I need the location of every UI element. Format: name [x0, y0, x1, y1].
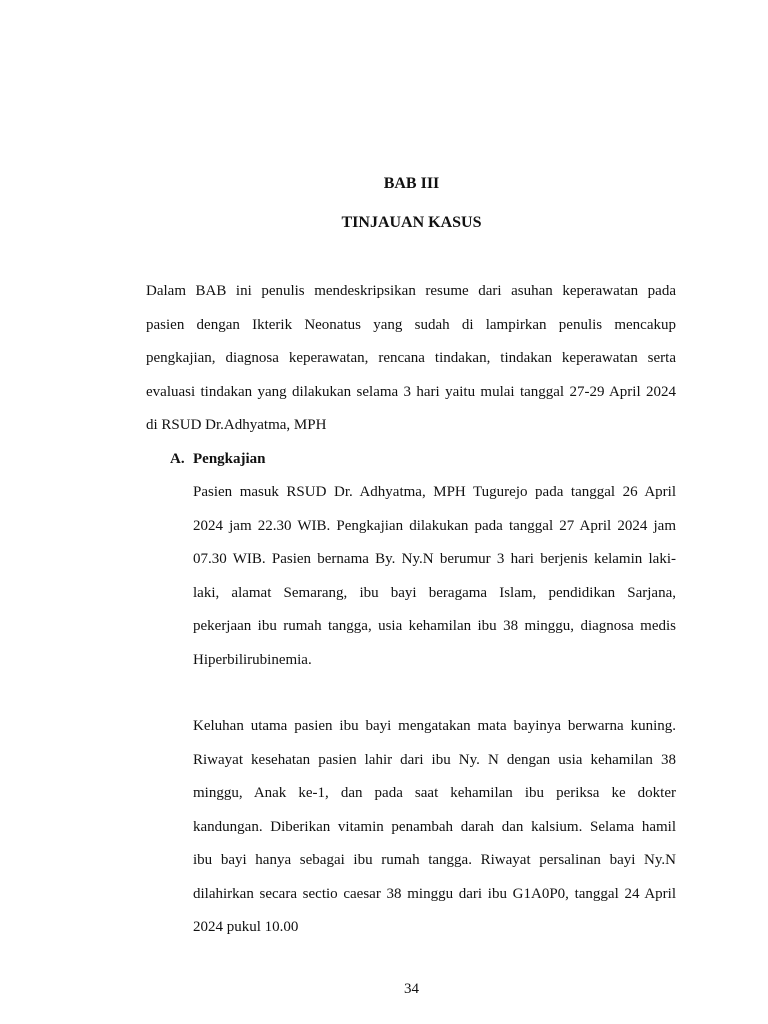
text-line: 2024 pukul 10.00 — [193, 919, 299, 935]
section-number: A. — [170, 451, 185, 467]
text-line: Hiperbilirubinemia. — [193, 651, 312, 668]
section-title: Pengkajian — [193, 451, 266, 467]
text-line: 07.30 WIB. Pasien bernama By. Ny.N berumur 3 hari berjenis kelamin laki- — [193, 551, 676, 567]
assessment-paragraph — [193, 476, 676, 677]
text-line: Pasien masuk RSUD Dr. Adhyatma, MPH Tugurejo pada tanggal 26 April — [193, 484, 676, 500]
text-line: Riwayat kesehatan pasien lahir dari ibu Ny. N dengan usia kehamilan 38 — [193, 751, 676, 768]
text-line: ibu bayi hanya sebagai ibu rumah tangga. Riwayat persalinan bayi Ny.N — [193, 852, 676, 868]
text-line: 2024 jam 22.30 WIB. Pengkajian dilakukan pada tanggal 27 April 2024 jam — [193, 517, 676, 534]
text-line: pasien dengan Ikterik Neonatus yang sudah di lampirkan penulis mencakup — [146, 316, 676, 333]
text-line: dilahirkan secara sectio caesar 38 minggu dari ibu G1A0P0, tanggal 24 April — [193, 885, 676, 902]
chapter-title: TINJAUAN KASUS — [341, 214, 482, 231]
text-line: pekerjaan ibu rumah tangga, usia kehamilan ibu 38 minggu, diagnosa medis — [193, 618, 676, 634]
text-line: Dalam BAB ini penulis mendeskripsikan resume dari asuhan keperawatan pada — [146, 283, 676, 299]
section-heading — [170, 448, 266, 470]
chapter-number: BAB III — [383, 175, 440, 192]
text-line: evaluasi tindakan yang dilakukan selama 3 hari yaitu mulai tanggal 27-29 April 2024 — [146, 383, 676, 400]
text-line: pengkajian, diagnosa keperawatan, rencana tindakan, tindakan keperawatan serta — [146, 350, 676, 366]
text-line: di RSUD Dr.Adhyatma, MPH — [146, 417, 327, 433]
page-number: 34 — [404, 981, 419, 997]
complaint-paragraph — [193, 710, 676, 945]
text-line: minggu, Anak ke-1, dan pada saat kehamilan ibu periksa ke dokter — [193, 785, 676, 801]
text-line: Keluhan utama pasien ibu bayi mengatakan mata bayinya berwarna kuning. — [193, 718, 676, 734]
text-line: laki, alamat Semarang, ibu bayi beragama Islam, pendidikan Sarjana, — [193, 584, 676, 601]
text-line: kandungan. Diberikan vitamin penambah darah dan kalsium. Selama hamil — [193, 818, 676, 835]
intro-paragraph — [146, 275, 676, 443]
